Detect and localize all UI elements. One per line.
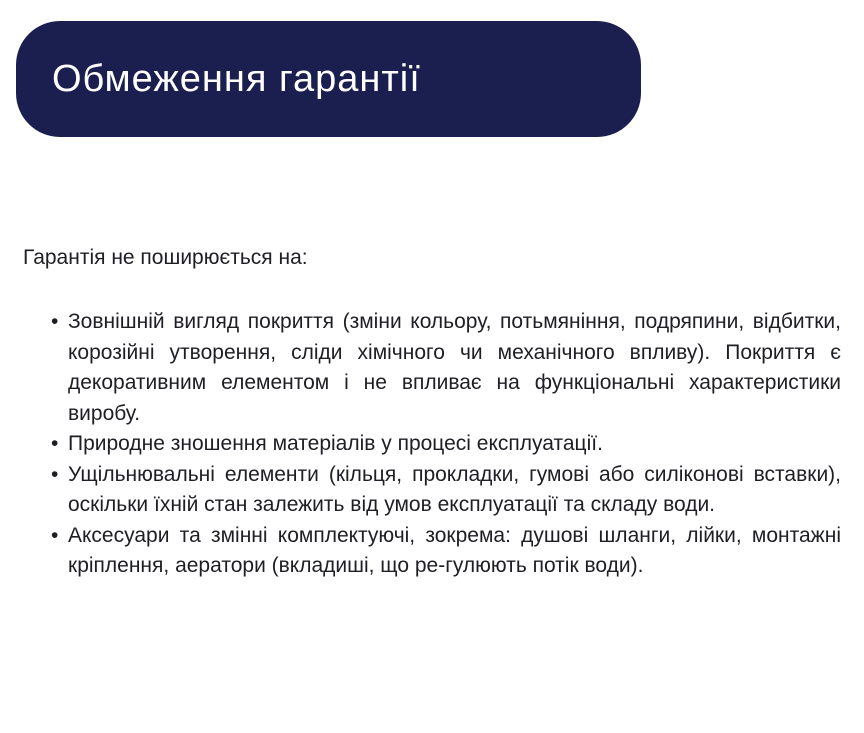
list-item-text: Зовнішній вигляд покриття (зміни кольору, потьмяніння, подряпини, відбитки, корозійні утворення, сліди хімічного чи механічного впливу). Покриття є декоративним елементом і не впливає на функціональні характеристики виробу. (68, 310, 841, 425)
bullet-icon: • (51, 310, 59, 333)
title-banner (16, 21, 641, 137)
bullet-icon: • (51, 462, 59, 486)
list-item (23, 307, 841, 429)
list-item (23, 460, 841, 521)
bullet-icon: • (51, 523, 59, 547)
list-item (23, 521, 841, 582)
bullet-icon: • (51, 432, 59, 455)
intro-text: Гарантія не поширюється на: (23, 246, 308, 269)
list-item (23, 429, 841, 460)
page-title: Обмеження гарантії (52, 57, 421, 100)
list-item-text: Ущільнювальні елементи (кільця, прокладки, гумові або силіконові вставки), оскільки їхній стан залежить від умов експлуатації та складу води. (68, 462, 841, 516)
exclusions-list (23, 307, 841, 582)
warranty-content (23, 243, 841, 582)
list-item-text: Аксесуари та змінні комплектуючі, зокрема: душові шланги, лійки, монтажні кріплення, аератори (вкладиші, що ре-гулюють потік води). (68, 523, 841, 577)
list-item-text: Природне зношення матеріалів у процесі експлуатації. (68, 432, 603, 455)
